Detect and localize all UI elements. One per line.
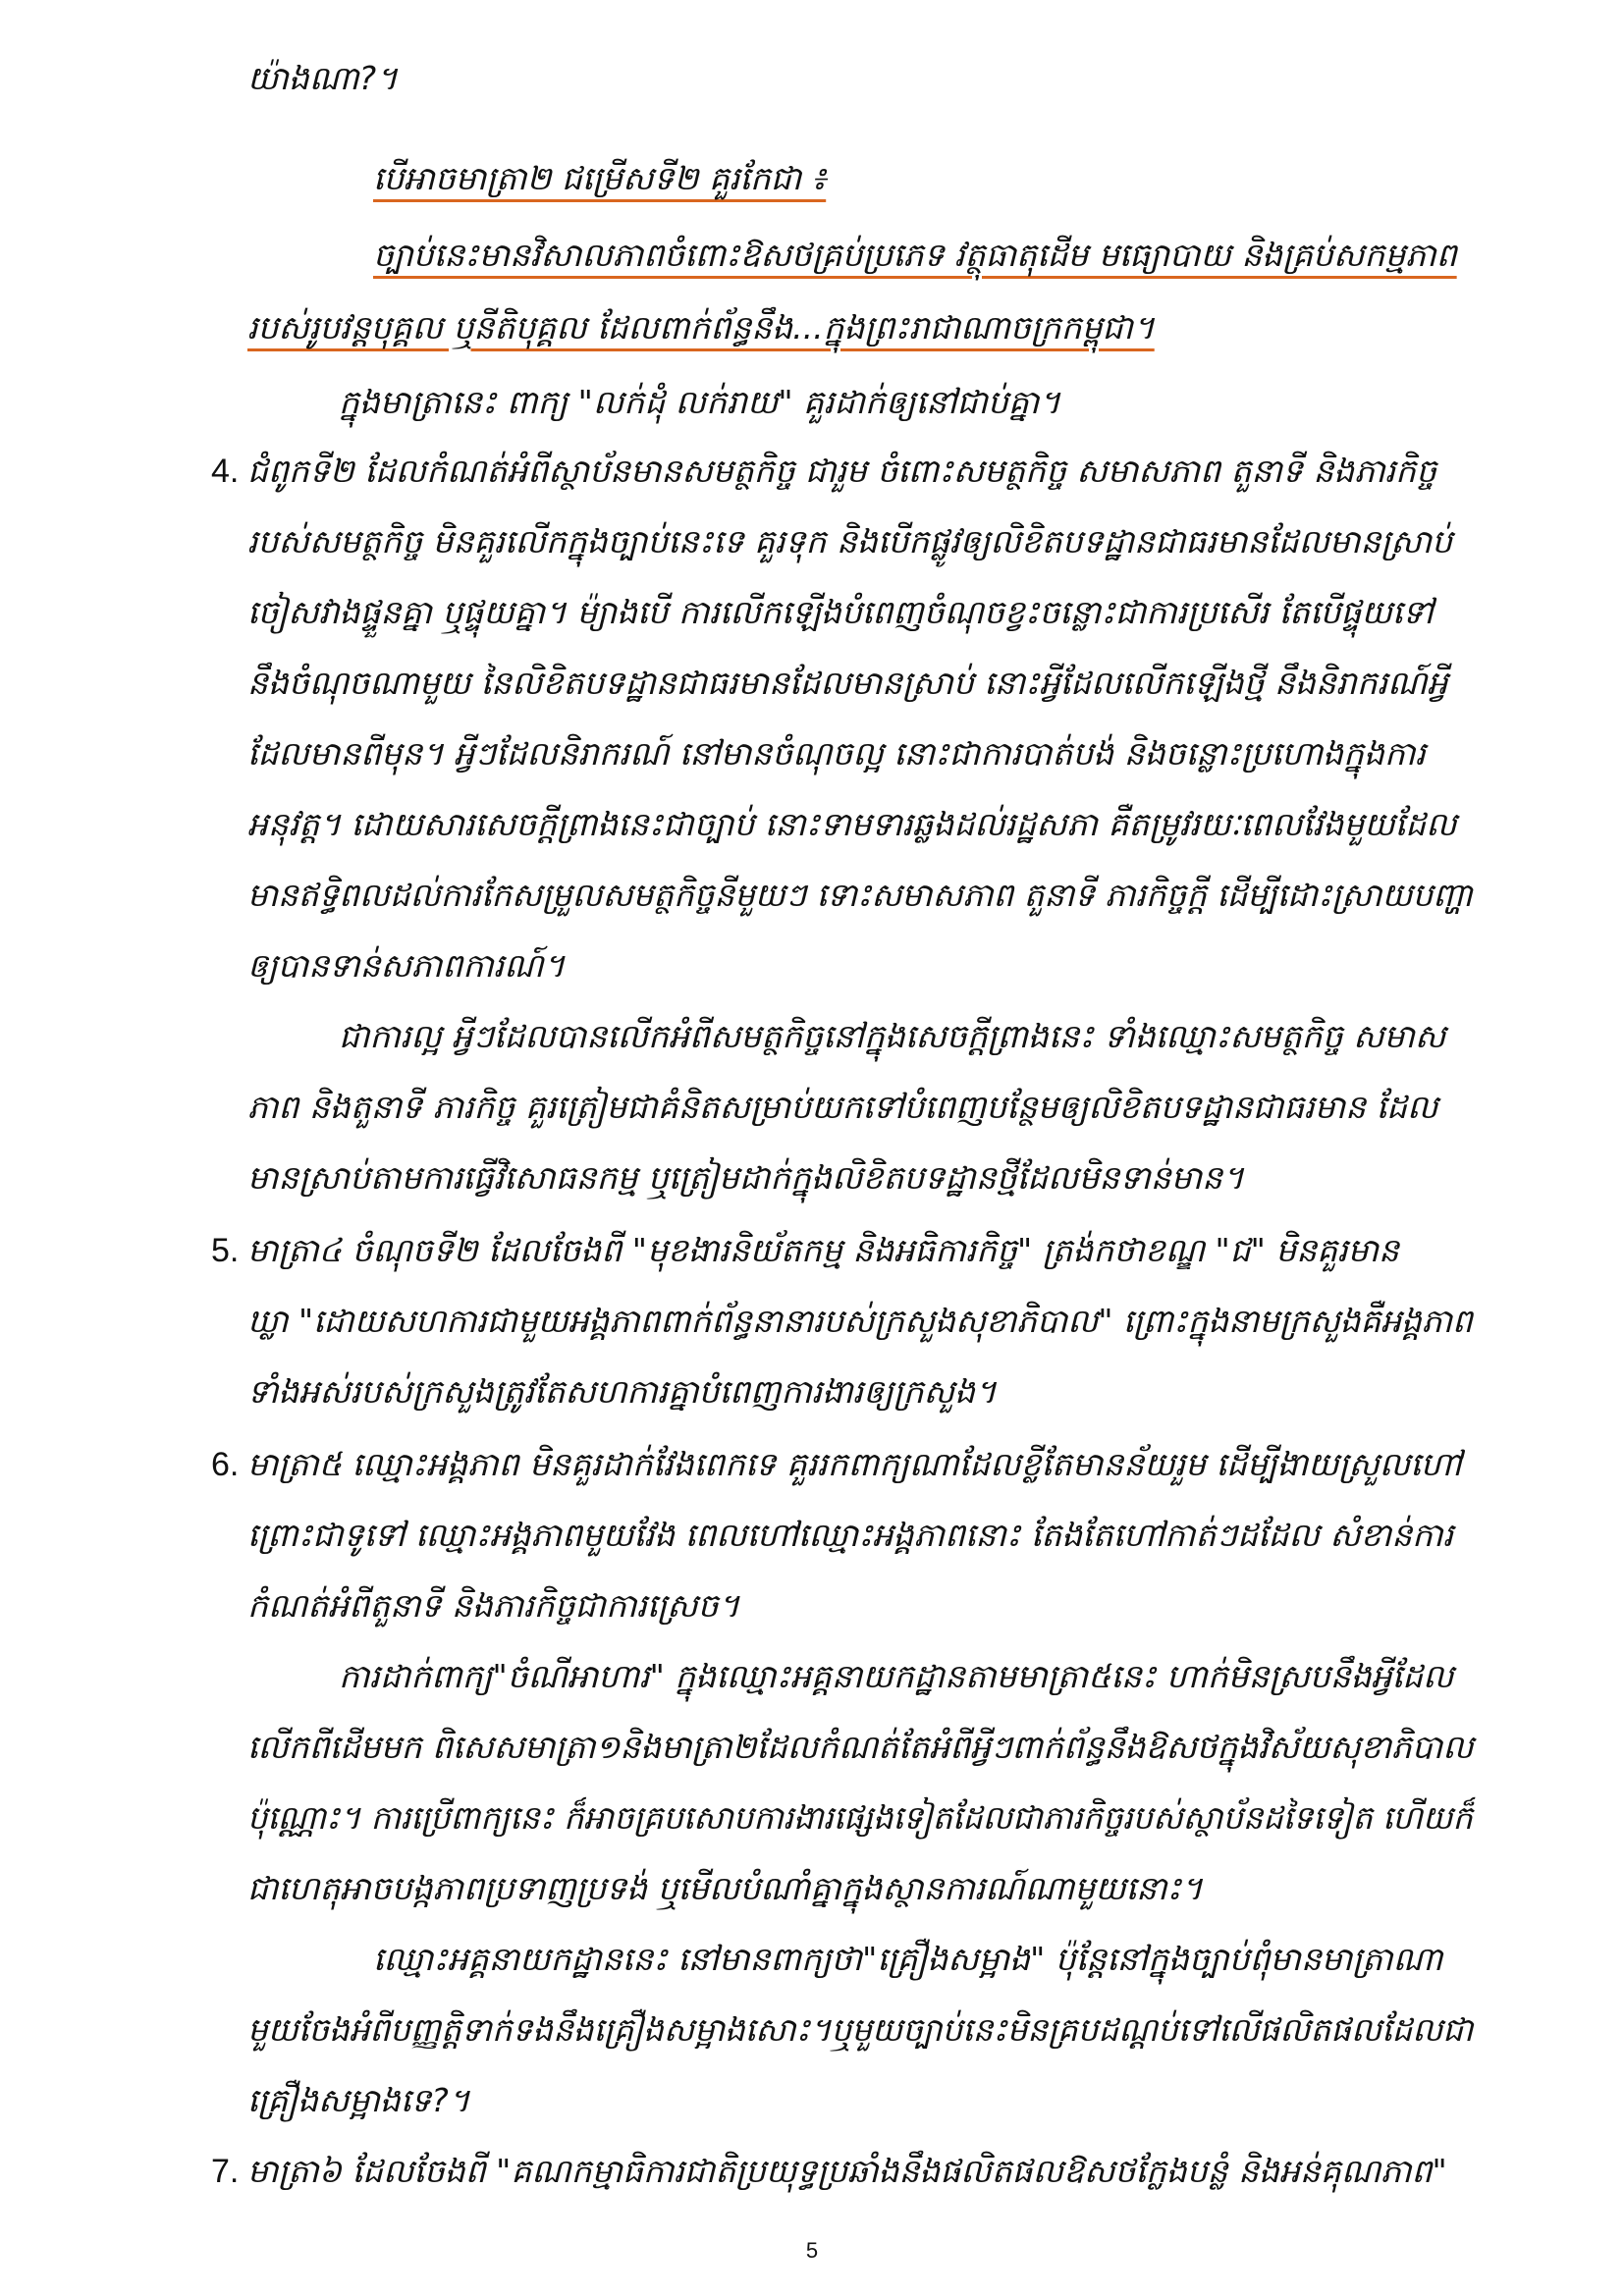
text-line: ឃ្លា "ដោយសហការជាមួយអង្គភាពពាក់ព័ន្ធនានារបស់ក្រសួងសុខាភិបាល" ព្រោះក្នុងនាមក្រសួងគឺអង្គភាព — [247, 1302, 1473, 1340]
item-number: 7. — [211, 2153, 240, 2190]
text-line: ក្នុងមាត្រានេះ ពាក្យ "លក់ដុំ លក់រាយ" គួរដាក់ឲ្យនៅជាប់គ្នា។ — [339, 383, 1061, 421]
text-line: ជាការល្អ អ្វីៗដែលបានលើកអំពីសមត្ថកិច្ចនៅក្នុងសេចក្តីព្រាងនេះ ទាំងឈ្មោះសមត្ថកិច្ច សមាស — [339, 1017, 1446, 1055]
page-number: 5 — [805, 2238, 819, 2263]
text-line: មាត្រា៤ ចំណុចទី២ ដែលចែងពី "មុខងារនិយ័តកម្ម និងអធិការកិច្ច" ត្រង់កថាខណ្ឌ "ជ" មិនគួរមាន — [247, 1231, 1399, 1269]
text-line: យ៉ាងណា?។ — [247, 59, 398, 97]
text-line: ការដាក់ពាក្យ"ចំណីអាហារ" ក្នុងឈ្មោះអគ្គនាយកដ្ឋានតាមមាត្រា៥នេះ ហាក់មិនស្របនឹងអ្វីដែល — [339, 1657, 1454, 1695]
item-number: 5. — [211, 1232, 240, 1269]
text-line-underlined: ច្បាប់នេះមានវិសាលភាពចំពោះឱសថគ្រប់ប្រភេទ វត្ថុធាតុដើម មធ្យោបាយ និងគ្រប់សកម្មភាព — [373, 236, 1457, 274]
text-line: ឲ្យបានទាន់សភាពការណ៍។ — [247, 946, 566, 985]
text-line: ព្រោះជាទូទៅ ឈ្មោះអង្គភាពមួយវែង ពេលហៅឈ្មោះអង្គភាពនោះ តែងតែហៅកាត់ៗដដែល សំខាន់ការ — [247, 1516, 1454, 1554]
text-line: របស់សមត្ថកិច្ច មិនគួរលើកក្នុងច្បាប់នេះទេ គួរទុក និងបើកផ្លូវឲ្យលិខិតបទដ្ឋានជាធរមានដែលមានស្រាប់ — [247, 522, 1453, 561]
text-line: ប៉ុណ្ណោះ។ ការប្រើពាក្យនេះ ក៏អាចគ្របសោបការងារផ្សេងទៀតដែលជាភារកិច្ចរបស់ស្ថាប័នដទៃទៀត ហើយក៏ — [247, 1798, 1473, 1837]
text-line: ឈ្មោះអគ្គនាយកដ្ឋាននេះ នៅមានពាក្យថា"គ្រឿងសម្អាង" ប៉ុន្តែនៅក្នុងច្បាប់ពុំមានមាត្រាណា — [373, 1940, 1443, 1978]
text-line: ទាំងអស់របស់ក្រសួងត្រូវតែសហការគ្នាបំពេញការងារឲ្យក្រសួង។ — [247, 1372, 997, 1411]
text-line: ជំពូកទី២ ដែលកំណត់អំពីស្ថាប័នមានសមត្ថកិច្ច ជារួម ចំពោះសមត្ថកិច្ច សមាសភាព តួនាទី និងភារកិច្ច — [247, 452, 1437, 490]
text-line-underlined: របស់រូបវន្តបុគ្គល ឬនីតិបុគ្គល ដែលពាក់ព័ន្ធនឹង...ក្នុងព្រះរាជាណាចក្រកម្ពុជា។ — [247, 308, 1155, 347]
text-line: មានឥទ្ធិពលដល់ការកែសម្រួលសមត្ថកិច្ចនីមួយៗ ទោះសមាសភាព តួនាទី ភារកិច្ចក្តី ដើម្បីដោះស្រាយបញ្ហា — [247, 876, 1474, 914]
text-line: គ្រឿងសម្អាងទេ?។ — [247, 2081, 470, 2119]
text-line: ដែលមានពីមុន។ អ្វីៗដែលនិរាករណ៍ នៅមានចំណុចល្អ នោះជាការបាត់បង់ និងចន្លោះប្រហោងក្នុងការ — [247, 734, 1426, 773]
text-line: នឹងចំណុចណាមួយ នៃលិខិតបទដ្ឋានជាធរមានដែលមានស្រាប់ នោះអ្វីដែលលើកឡើងថ្មី នឹងនិរាករណ៍អ្វី — [247, 664, 1448, 702]
text-line: មាត្រា៥ ឈ្មោះអង្គភាព មិនគួរដាក់វែងពេកទេ គួររកពាក្យណាដែលខ្លីតែមានន័យរួម ដើម្បីងាយស្រួលហៅ — [247, 1445, 1462, 1483]
text-line: មាត្រា៦ ដែលចែងពី "គណកម្មាធិការជាតិប្រយុទ្ធប្រឆាំងនឹងផលិតផលឱសថក្លែងបន្លំ និងអន់គុណភាព" — [247, 2152, 1447, 2190]
text-line-underlined: បើអាចមាត្រា២ ជម្រើសទី២ គួរកែជា ៖ — [373, 159, 827, 197]
item-number: 6. — [211, 1446, 240, 1483]
text-line: មានស្រាប់តាមការធ្វើវិសោធនកម្ម ឬត្រៀមដាក់ក្នុងលិខិតបទដ្ឋានថ្មីដែលមិនទាន់មាន។ — [247, 1158, 1244, 1197]
text-line: មួយចែងអំពីបញ្ញត្តិទាក់ទងនឹងគ្រឿងសម្អាងសោះ។ឬមួយច្បាប់នេះមិនគ្របដណ្តប់ទៅលើផលិតផលដែលជា — [247, 2010, 1474, 2049]
text-line: អនុវត្ត។ ដោយសារសេចក្តីព្រាងនេះជាច្បាប់ នោះទាមទារឆ្លងដល់រដ្ឋសភា គឺតម្រូវរយៈពេលវែងមួយដែល — [247, 805, 1457, 843]
item-number: 4. — [211, 453, 240, 490]
text-line: កំណត់អំពីតួនាទី និងភារកិច្ចជាការស្រេច។ — [247, 1586, 740, 1625]
text-line: ចៀសវាងផ្ទួនគ្នា ឬផ្ទុយគ្នា។ ម៉្យាងបើ ការលើកឡើងបំពេញចំណុចខ្វះចន្លោះជាការប្រសើរ តែបើផ្ទុយទៅ — [247, 593, 1434, 631]
text-line: ជាហេតុអាចបង្កភាពប្រទាញប្រទង់ ឬមើលបំណាំគ្នាក្នុងស្ថានការណ៍ណាមួយនោះ។ — [247, 1869, 1203, 1907]
text-line: លើកពីដើមមក ពិសេសមាត្រា១និងមាត្រា២ដែលកំណត់តែអំពីអ្វីៗពាក់ព័ន្ធនឹងឱសថក្នុងវិស័យសុខាភិបាល — [247, 1728, 1474, 1766]
text-line: ភាព និងតួនាទី ភារកិច្ច គួរត្រៀមជាគំនិតសម្រាប់យកទៅបំពេញបន្ថែមឲ្យលិខិតបទដ្ឋានជាធរមាន ដែល — [247, 1088, 1438, 1126]
